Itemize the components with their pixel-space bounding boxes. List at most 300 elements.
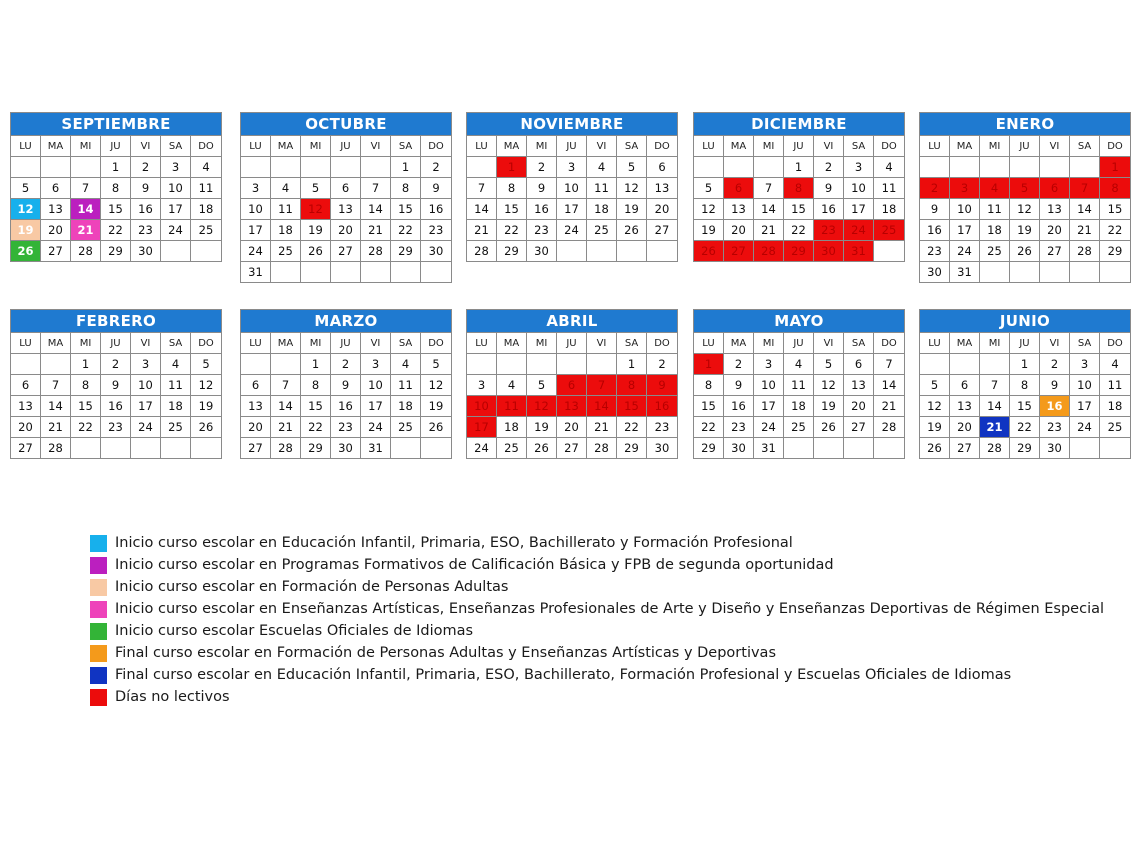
day-cell: 9 — [1040, 374, 1070, 395]
month-title: FEBRERO — [11, 310, 221, 332]
day-cell: 5 — [421, 353, 451, 374]
day-cell: 30 — [724, 437, 754, 458]
day-cell: 25 — [980, 240, 1010, 261]
day-cell-highlighted: 13 — [557, 395, 587, 416]
empty-cell — [331, 156, 361, 177]
month-septiembre — [10, 112, 222, 262]
empty-cell — [161, 240, 191, 261]
day-cell: 11 — [191, 177, 221, 198]
day-cell: 18 — [391, 395, 421, 416]
day-cell: 26 — [1010, 240, 1040, 261]
day-cell: 12 — [617, 177, 647, 198]
month-title: ENERO — [920, 113, 1130, 135]
weekday-header: MA — [41, 332, 71, 353]
empty-cell — [131, 437, 161, 458]
weekday-header: JU — [1010, 332, 1040, 353]
day-cell: 8 — [694, 374, 724, 395]
empty-cell — [161, 437, 191, 458]
day-cell: 25 — [161, 416, 191, 437]
day-cell: 26 — [301, 240, 331, 261]
day-cell-highlighted: 11 — [497, 395, 527, 416]
weekday-header: SA — [161, 332, 191, 353]
day-cell: 17 — [1070, 395, 1100, 416]
weekday-header: JU — [101, 332, 131, 353]
day-cell: 9 — [814, 177, 844, 198]
empty-cell — [557, 353, 587, 374]
day-cell: 28 — [467, 240, 497, 261]
weekday-header: DO — [191, 135, 221, 156]
empty-cell — [874, 240, 904, 261]
day-grid — [694, 332, 904, 458]
day-cell: 2 — [421, 156, 451, 177]
month-noviembre — [466, 112, 678, 262]
weekday-header: MA — [950, 135, 980, 156]
day-cell: 4 — [191, 156, 221, 177]
day-cell-highlighted: 14 — [71, 198, 101, 219]
day-cell: 18 — [271, 219, 301, 240]
empty-cell — [920, 156, 950, 177]
weekday-header: SA — [161, 135, 191, 156]
day-cell: 13 — [724, 198, 754, 219]
day-cell: 22 — [1010, 416, 1040, 437]
day-cell: 28 — [271, 437, 301, 458]
empty-cell — [11, 156, 41, 177]
day-cell: 3 — [1070, 353, 1100, 374]
day-cell: 28 — [980, 437, 1010, 458]
day-cell-highlighted: 12 — [11, 198, 41, 219]
day-cell: 26 — [527, 437, 557, 458]
day-cell: 22 — [391, 219, 421, 240]
day-cell: 9 — [101, 374, 131, 395]
day-cell: 29 — [497, 240, 527, 261]
empty-cell — [874, 437, 904, 458]
day-cell: 2 — [814, 156, 844, 177]
day-cell: 10 — [557, 177, 587, 198]
empty-cell — [271, 156, 301, 177]
day-cell-highlighted: 8 — [1100, 177, 1130, 198]
day-cell: 12 — [1010, 198, 1040, 219]
empty-cell — [71, 156, 101, 177]
day-cell: 20 — [647, 198, 677, 219]
empty-cell — [11, 353, 41, 374]
day-cell: 26 — [421, 416, 451, 437]
day-cell: 10 — [161, 177, 191, 198]
day-cell: 4 — [271, 177, 301, 198]
day-cell-highlighted: 3 — [950, 177, 980, 198]
empty-cell — [1100, 437, 1130, 458]
weekday-header: VI — [361, 332, 391, 353]
weekday-header: LU — [694, 332, 724, 353]
day-cell: 15 — [784, 198, 814, 219]
day-cell: 25 — [391, 416, 421, 437]
weekday-header: DO — [1100, 135, 1130, 156]
day-cell: 2 — [724, 353, 754, 374]
day-cell: 24 — [361, 416, 391, 437]
month-febrero — [10, 309, 222, 459]
day-cell-highlighted: 16 — [1040, 395, 1070, 416]
legend-label: Inicio curso escolar en Programas Formativos de Calificación Básica y FPB de segunda oportunidad — [115, 557, 834, 573]
day-cell: 9 — [421, 177, 451, 198]
empty-cell — [527, 353, 557, 374]
weekday-header: JU — [101, 135, 131, 156]
day-cell: 2 — [647, 353, 677, 374]
day-cell: 22 — [617, 416, 647, 437]
day-cell: 22 — [784, 219, 814, 240]
day-cell: 8 — [1010, 374, 1040, 395]
day-cell: 6 — [647, 156, 677, 177]
empty-cell — [617, 240, 647, 261]
day-cell-highlighted: 1 — [694, 353, 724, 374]
day-cell: 7 — [980, 374, 1010, 395]
day-cell-highlighted: 12 — [301, 198, 331, 219]
month-title: MARZO — [241, 310, 451, 332]
month-title: ABRIL — [467, 310, 677, 332]
day-cell: 30 — [331, 437, 361, 458]
day-cell: 14 — [41, 395, 71, 416]
day-cell-highlighted: 7 — [1070, 177, 1100, 198]
day-cell: 6 — [331, 177, 361, 198]
day-cell: 25 — [271, 240, 301, 261]
day-cell: 28 — [587, 437, 617, 458]
day-cell: 24 — [131, 416, 161, 437]
day-cell: 7 — [41, 374, 71, 395]
day-cell: 25 — [191, 219, 221, 240]
day-cell: 23 — [101, 416, 131, 437]
empty-cell — [331, 261, 361, 282]
weekday-header: LU — [920, 332, 950, 353]
weekday-header: DO — [874, 332, 904, 353]
weekday-header: MA — [497, 332, 527, 353]
day-cell: 4 — [1100, 353, 1130, 374]
day-cell-highlighted: 28 — [754, 240, 784, 261]
day-cell: 18 — [874, 198, 904, 219]
empty-cell — [101, 437, 131, 458]
day-cell: 31 — [361, 437, 391, 458]
day-cell: 2 — [1040, 353, 1070, 374]
day-cell: 17 — [241, 219, 271, 240]
day-cell: 18 — [497, 416, 527, 437]
day-cell: 7 — [271, 374, 301, 395]
day-cell: 11 — [874, 177, 904, 198]
legend-item — [90, 620, 1130, 642]
day-cell: 29 — [1010, 437, 1040, 458]
empty-cell — [557, 240, 587, 261]
legend-swatch — [90, 645, 107, 662]
weekday-header: LU — [467, 332, 497, 353]
day-cell: 2 — [131, 156, 161, 177]
day-cell: 27 — [331, 240, 361, 261]
day-cell: 2 — [101, 353, 131, 374]
month-diciembre — [693, 112, 905, 262]
day-cell: 5 — [920, 374, 950, 395]
empty-cell — [1070, 261, 1100, 282]
empty-cell — [271, 261, 301, 282]
day-cell: 13 — [331, 198, 361, 219]
empty-cell — [754, 156, 784, 177]
day-cell: 24 — [754, 416, 784, 437]
day-cell: 29 — [391, 240, 421, 261]
legend — [90, 532, 1130, 708]
day-cell-highlighted: 29 — [784, 240, 814, 261]
day-cell: 20 — [1040, 219, 1070, 240]
day-cell: 19 — [814, 395, 844, 416]
day-cell: 16 — [131, 198, 161, 219]
day-cell: 10 — [754, 374, 784, 395]
month-mayo — [693, 309, 905, 459]
day-cell: 24 — [467, 437, 497, 458]
weekday-header: JU — [557, 332, 587, 353]
day-cell-highlighted: 24 — [844, 219, 874, 240]
day-cell-highlighted: 12 — [527, 395, 557, 416]
day-cell: 21 — [271, 416, 301, 437]
day-cell: 3 — [241, 177, 271, 198]
day-cell: 31 — [241, 261, 271, 282]
legend-swatch — [90, 667, 107, 684]
day-cell: 11 — [784, 374, 814, 395]
day-cell: 16 — [814, 198, 844, 219]
legend-swatch — [90, 623, 107, 640]
day-cell: 21 — [41, 416, 71, 437]
day-cell: 19 — [1010, 219, 1040, 240]
weekday-header: VI — [131, 332, 161, 353]
empty-cell — [724, 156, 754, 177]
day-grid — [11, 332, 221, 458]
day-cell: 15 — [1010, 395, 1040, 416]
weekday-header: JU — [1010, 135, 1040, 156]
day-cell: 15 — [694, 395, 724, 416]
day-cell: 30 — [1040, 437, 1070, 458]
weekday-header: JU — [331, 135, 361, 156]
day-cell-highlighted: 14 — [587, 395, 617, 416]
day-cell: 22 — [71, 416, 101, 437]
day-cell: 3 — [844, 156, 874, 177]
day-cell: 9 — [724, 374, 754, 395]
day-cell: 11 — [391, 374, 421, 395]
empty-cell — [784, 437, 814, 458]
day-cell: 20 — [41, 219, 71, 240]
day-cell: 5 — [527, 374, 557, 395]
day-cell: 6 — [844, 353, 874, 374]
day-cell: 30 — [527, 240, 557, 261]
empty-cell — [587, 353, 617, 374]
day-cell: 19 — [421, 395, 451, 416]
day-cell: 28 — [71, 240, 101, 261]
day-cell-highlighted: 10 — [467, 395, 497, 416]
weekday-header: SA — [1070, 135, 1100, 156]
day-cell: 21 — [467, 219, 497, 240]
weekday-header: MA — [950, 332, 980, 353]
day-cell: 16 — [331, 395, 361, 416]
day-cell: 11 — [587, 177, 617, 198]
weekday-header: LU — [11, 332, 41, 353]
day-cell: 19 — [920, 416, 950, 437]
weekday-header: VI — [361, 135, 391, 156]
weekday-header: JU — [784, 135, 814, 156]
day-cell: 27 — [1040, 240, 1070, 261]
day-cell: 3 — [467, 374, 497, 395]
day-cell: 13 — [241, 395, 271, 416]
day-cell: 13 — [41, 198, 71, 219]
weekday-header: SA — [617, 332, 647, 353]
day-cell: 19 — [301, 219, 331, 240]
empty-cell — [950, 156, 980, 177]
day-cell: 17 — [754, 395, 784, 416]
weekday-header: MI — [301, 332, 331, 353]
empty-cell — [467, 156, 497, 177]
day-cell: 10 — [1070, 374, 1100, 395]
day-cell: 20 — [11, 416, 41, 437]
day-cell: 17 — [161, 198, 191, 219]
day-cell: 12 — [920, 395, 950, 416]
day-cell: 5 — [301, 177, 331, 198]
weekday-header: DO — [421, 332, 451, 353]
legend-label: Inicio curso escolar en Educación Infantil, Primaria, ESO, Bachillerato y Formación Profesional — [115, 535, 793, 551]
day-cell: 1 — [391, 156, 421, 177]
legend-label: Días no lectivos — [115, 689, 230, 705]
day-cell: 22 — [497, 219, 527, 240]
weekday-header: MA — [271, 332, 301, 353]
day-cell: 24 — [1070, 416, 1100, 437]
empty-cell — [1040, 261, 1070, 282]
day-cell: 23 — [920, 240, 950, 261]
legend-label: Final curso escolar en Formación de Personas Adultas y Enseñanzas Artísticas y Deportivas — [115, 645, 776, 661]
day-cell: 17 — [557, 198, 587, 219]
empty-cell — [647, 240, 677, 261]
day-cell: 28 — [361, 240, 391, 261]
weekday-header: SA — [844, 135, 874, 156]
empty-cell — [1010, 156, 1040, 177]
empty-cell — [694, 156, 724, 177]
day-cell: 5 — [814, 353, 844, 374]
weekday-header: JU — [331, 332, 361, 353]
day-cell-highlighted: 7 — [587, 374, 617, 395]
day-cell: 28 — [41, 437, 71, 458]
empty-cell — [191, 240, 221, 261]
weekday-header: DO — [1100, 332, 1130, 353]
day-cell: 22 — [101, 219, 131, 240]
weekday-header: LU — [241, 332, 271, 353]
legend-swatch — [90, 689, 107, 706]
day-cell: 28 — [1070, 240, 1100, 261]
day-cell: 20 — [331, 219, 361, 240]
day-cell: 23 — [1040, 416, 1070, 437]
empty-cell — [41, 353, 71, 374]
day-cell: 18 — [1100, 395, 1130, 416]
day-cell: 27 — [557, 437, 587, 458]
day-cell: 17 — [131, 395, 161, 416]
weekday-header: MA — [724, 135, 754, 156]
empty-cell — [241, 353, 271, 374]
day-cell: 5 — [191, 353, 221, 374]
empty-cell — [1070, 437, 1100, 458]
day-cell: 7 — [71, 177, 101, 198]
day-cell: 4 — [874, 156, 904, 177]
day-cell: 30 — [421, 240, 451, 261]
day-cell: 21 — [361, 219, 391, 240]
day-cell-highlighted: 8 — [784, 177, 814, 198]
day-grid — [467, 135, 677, 261]
day-cell: 24 — [557, 219, 587, 240]
day-cell: 7 — [467, 177, 497, 198]
empty-cell — [361, 261, 391, 282]
day-cell: 19 — [527, 416, 557, 437]
legend-label: Inicio curso escolar en Formación de Personas Adultas — [115, 579, 509, 595]
day-cell: 24 — [950, 240, 980, 261]
weekday-header: MI — [527, 332, 557, 353]
day-cell-highlighted: 19 — [11, 219, 41, 240]
day-cell: 27 — [11, 437, 41, 458]
day-cell: 14 — [361, 198, 391, 219]
legend-swatch — [90, 579, 107, 596]
day-grid — [467, 332, 677, 458]
weekday-header: DO — [647, 135, 677, 156]
day-cell: 24 — [161, 219, 191, 240]
day-cell: 8 — [497, 177, 527, 198]
day-cell: 20 — [724, 219, 754, 240]
empty-cell — [1100, 261, 1130, 282]
day-cell: 8 — [391, 177, 421, 198]
month-title: OCTUBRE — [241, 113, 451, 135]
day-cell: 29 — [1100, 240, 1130, 261]
legend-swatch — [90, 601, 107, 618]
day-cell: 21 — [1070, 219, 1100, 240]
day-cell: 27 — [950, 437, 980, 458]
day-cell: 26 — [920, 437, 950, 458]
empty-cell — [421, 261, 451, 282]
day-cell: 19 — [191, 395, 221, 416]
day-cell: 3 — [161, 156, 191, 177]
day-cell: 14 — [467, 198, 497, 219]
day-cell: 26 — [617, 219, 647, 240]
day-cell: 22 — [301, 416, 331, 437]
day-cell-highlighted: 21 — [980, 416, 1010, 437]
month-title: NOVIEMBRE — [467, 113, 677, 135]
weekday-header: LU — [694, 135, 724, 156]
day-cell: 9 — [527, 177, 557, 198]
weekday-header: LU — [241, 135, 271, 156]
day-cell: 2 — [331, 353, 361, 374]
empty-cell — [980, 156, 1010, 177]
day-cell: 10 — [131, 374, 161, 395]
month-enero — [919, 112, 1131, 283]
day-cell: 1 — [101, 156, 131, 177]
weekday-header: LU — [11, 135, 41, 156]
day-cell-highlighted: 31 — [844, 240, 874, 261]
day-cell: 18 — [587, 198, 617, 219]
day-grid — [920, 135, 1130, 282]
day-cell: 29 — [694, 437, 724, 458]
empty-cell — [467, 353, 497, 374]
day-cell: 31 — [754, 437, 784, 458]
day-cell-highlighted: 2 — [920, 177, 950, 198]
day-cell: 30 — [647, 437, 677, 458]
weekday-header: VI — [587, 332, 617, 353]
day-cell: 3 — [557, 156, 587, 177]
day-cell: 15 — [101, 198, 131, 219]
weekday-header: LU — [920, 135, 950, 156]
weekday-header: VI — [131, 135, 161, 156]
day-grid — [241, 332, 451, 458]
day-cell: 18 — [980, 219, 1010, 240]
day-cell: 1 — [617, 353, 647, 374]
weekday-header: MA — [724, 332, 754, 353]
legend-item — [90, 664, 1130, 686]
day-cell: 7 — [361, 177, 391, 198]
day-cell-highlighted: 8 — [617, 374, 647, 395]
day-cell: 13 — [647, 177, 677, 198]
day-cell-highlighted: 6 — [557, 374, 587, 395]
day-cell: 17 — [950, 219, 980, 240]
